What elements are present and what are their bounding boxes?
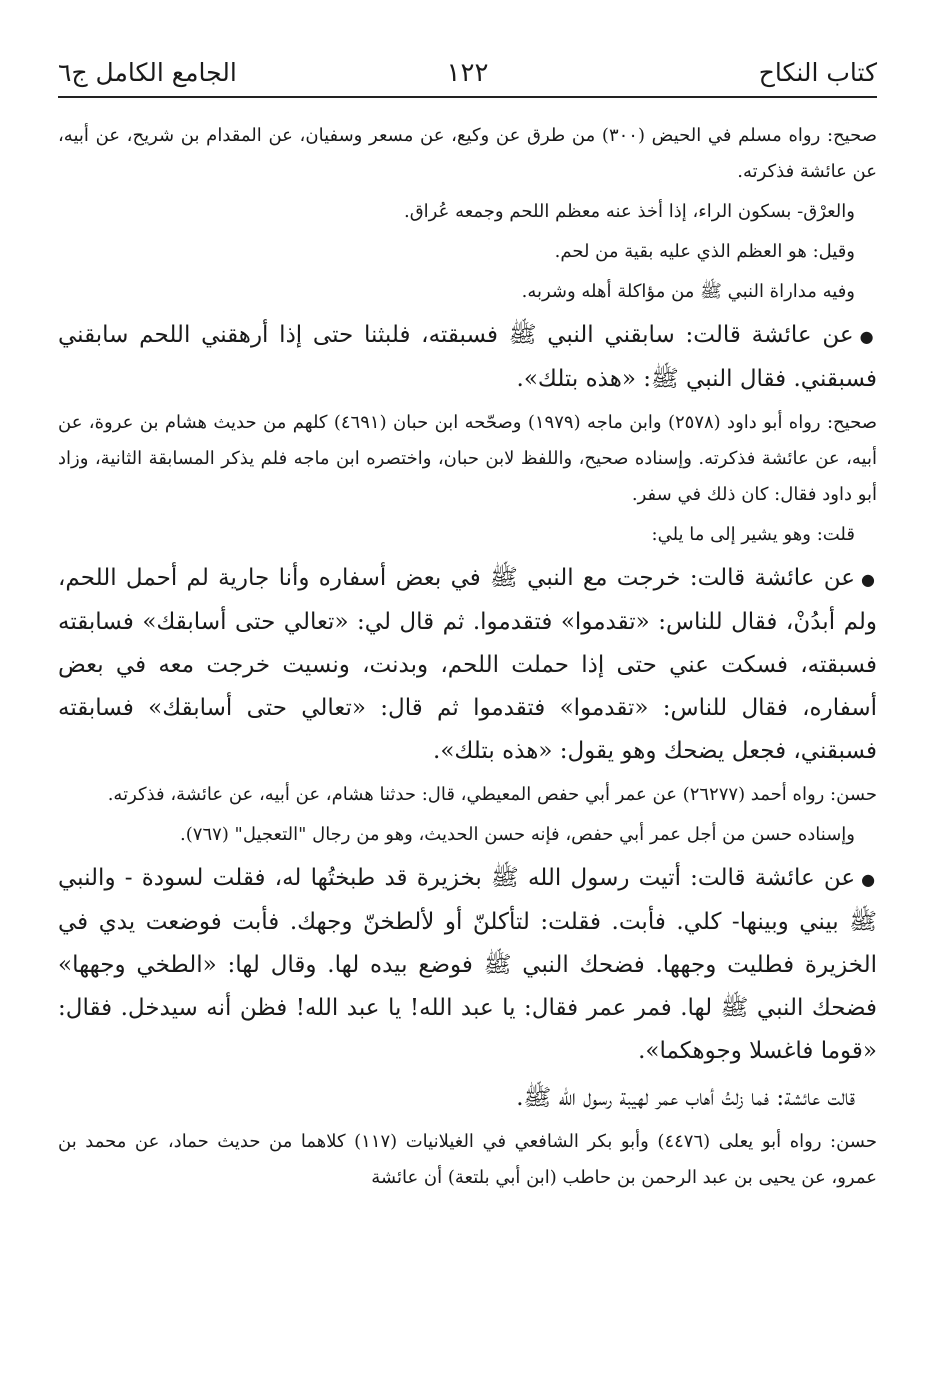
bullet-icon: ● [859,327,877,346]
page-body [58,118,877,1200]
commentary-line: وفيه مداراة النبي ﷺ من مؤاكلة أهله وشربه. [521,281,855,302]
bullet-icon: ● [861,870,877,889]
header-rule [58,96,877,98]
bullet-icon: ● [861,570,877,589]
commentary-line: وإسناده حسن من أجل عمر أبي حفص، فإنه حسن الحديث، وهو من رجال "التعجيل" (٧٦٧). [180,824,855,845]
commentary-line: والعرْق- بسكون الراء، إذا أخذ عنه معظم اللحم وجمعه عُراق. [403,201,855,222]
takhrij-note: حسن: رواه أبو يعلى (٤٤٧٦) وأبو بكر الشافعي في الغيلانيات (١١٧) كلاهما من حديث حماد، عن محمد بن عمرو، عن يحيى بن عبد الرحمن بن حاطب (ابن أبي بلتعة) أن عائشة [58,1131,877,1188]
page-header [58,48,877,88]
page-number: ١٢٢ [446,58,489,88]
hadith-continuation: قالت عائشة: فما زلتُ أهاب عمر لهيبة رسول الله ﷺ. [516,1085,855,1111]
takhrij-note: حسن: رواه أحمد (٢٦٢٧٧) عن عمر أبي حفص المعيطي، قال: حدثنا هشام، عن أبيه، عن عائشة، فذكرته. [107,784,877,805]
book-title: كتاب النكاح [758,58,877,87]
hadith-text: ●عن عائشة قالت: أتيت رسول الله ﷺ بخزيرة قد طبختُها له، فقلت لسودة - والنبي ﷺ بيني وبينها- كلي. فأبت. فقلت: لتأكلنّ أو لألطخنّ وجهك. فأبت فوضعت يدي في الخزيرة فطليت وجهها. فضحك النبي ﷺ فوضع بيده لها. وقال لها: «الطخي وجهها» فضحك النبي ﷺ لها. فمر عمر فقال: يا عبد الله! يا عبد الله! فظن أنه سيدخل. فقال: «قوما فاغسلا وجوهكما». [58,865,877,1064]
hadith-text: ●عن عائشة قالت: سابقني النبي ﷺ فسبقته، فلبثنا حتى إذا أرهقني اللحم سابقني فسبقني. فقال النبي ﷺ: «هذه بتلك». [58,322,877,392]
volume-title: الجامع الكامل ج٦ [58,58,237,87]
commentary-line: قلت: وهو يشير إلى ما يلي: [651,524,855,545]
takhrij-note: صحيح: رواه أبو داود (٢٥٧٨) وابن ماجه (١٩٧٩) وصحّحه ابن حبان (٤٦٩١) كلهم من حديث هشام بن عروة، عن أبيه، عن عائشة فذكرته. وإسناده صحيح، واللفظ لابن حبان، واختصره ابن ماجه فلم يذكر المسابقة الثانية، وزاد أبو داود فقال: كان ذلك في سفر. [58,412,877,505]
hadith-text: ●عن عائشة قالت: خرجت مع النبي ﷺ في بعض أسفاره وأنا جارية لم أحمل اللحم، ولم أبدُنْ، فقال للناس: «تقدموا» فتقدموا. ثم قال لي: «تعالي حتى أسابقك» فسابقته فسبقته، فسكت عني حتى إذا حملت اللحم، وبدنت، ونسيت خرجت معه في بعض أسفاره، فقال للناس: «تقدموا» فتقدموا ثم قال: «تعالي حتى أسابقك» فسابقته فسبقني، فجعل يضحك وهو يقول: «هذه بتلك». [58,565,877,764]
takhrij-note: صحيح: رواه مسلم في الحيض (٣٠٠) من طرق عن وكيع، عن مسعر وسفيان، عن المقدام بن شريح، عن أبيه، عن عائشة فذكرته. [58,125,877,182]
commentary-line: وقيل: هو العظم الذي عليه بقية من لحم. [554,241,855,262]
